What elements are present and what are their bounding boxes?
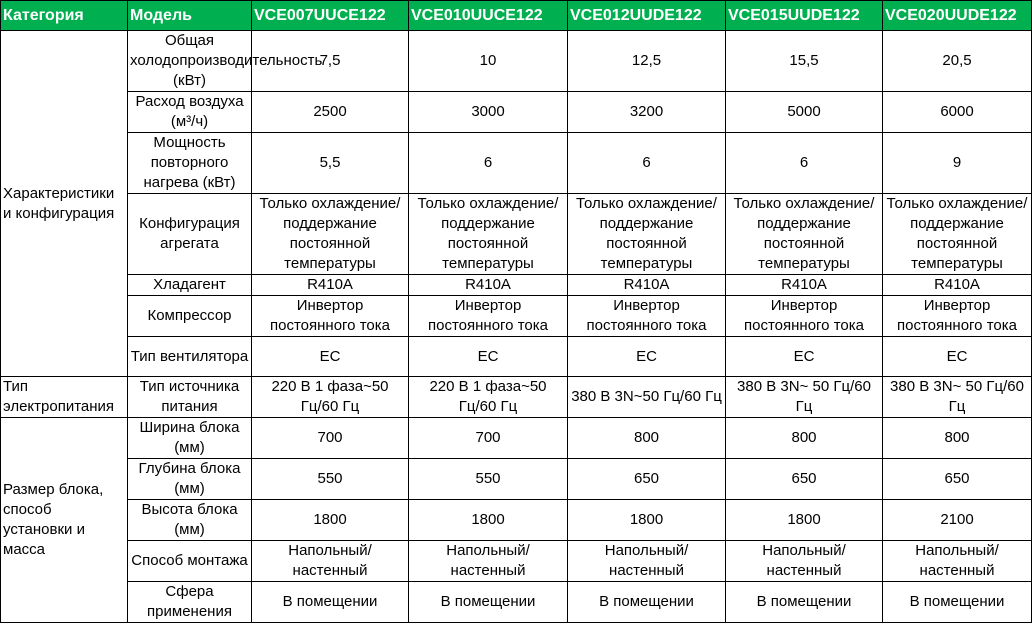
value-cell: 380 В 3N~ 50 Гц/60 Гц — [726, 377, 883, 418]
header-model-2: VCE010UUCE122 — [409, 1, 568, 31]
value-cell: 700 — [252, 418, 409, 459]
value-cell: Напольный/настенный — [726, 541, 883, 582]
value-cell: 1800 — [409, 500, 568, 541]
value-cell: 800 — [883, 418, 1032, 459]
value-cell: 1800 — [252, 500, 409, 541]
value-cell: 800 — [726, 418, 883, 459]
header-model: Модель — [128, 1, 252, 31]
parameter-cell: Ширина блока (мм) — [128, 418, 252, 459]
value-cell: Только охлаждение/поддержание постоянной температуры — [883, 194, 1032, 275]
value-cell: 2100 — [883, 500, 1032, 541]
parameter-cell: Общая холодопроизводительность (кВт) — [128, 31, 252, 92]
parameter-cell: Мощность повторного нагрева (кВт) — [128, 133, 252, 194]
value-cell: 5000 — [726, 92, 883, 133]
value-cell: EC — [726, 337, 883, 377]
value-cell: 15,5 — [726, 31, 883, 92]
table-row — [1, 418, 1032, 459]
value-cell: 550 — [252, 459, 409, 500]
value-cell: R410A — [883, 275, 1032, 296]
value-cell: Инвертор постоянного тока — [726, 296, 883, 337]
value-cell: 6 — [568, 133, 726, 194]
table-row — [1, 31, 1032, 92]
table-row — [1, 92, 1032, 133]
value-cell: 550 — [409, 459, 568, 500]
value-cell: 220 В 1 фаза~50 Гц/60 Гц — [252, 377, 409, 418]
value-cell: 800 — [568, 418, 726, 459]
value-cell: 650 — [883, 459, 1032, 500]
header-model-4: VCE015UUDE122 — [726, 1, 883, 31]
parameter-cell: Сфера применения — [128, 582, 252, 623]
parameter-cell: Глубина блока (мм) — [128, 459, 252, 500]
value-cell: Только охлаждение/поддержание постоянной температуры — [409, 194, 568, 275]
value-cell: 9 — [883, 133, 1032, 194]
value-cell: В помещении — [883, 582, 1032, 623]
table-body — [1, 31, 1032, 623]
table-row — [1, 337, 1032, 377]
table-row — [1, 582, 1032, 623]
value-cell: 380 В 3N~ 50 Гц/60 Гц — [883, 377, 1032, 418]
header-model-5: VCE020UUDE122 — [883, 1, 1032, 31]
value-cell: 3200 — [568, 92, 726, 133]
value-cell: 5,5 — [252, 133, 409, 194]
value-cell: Инвертор постоянного тока — [568, 296, 726, 337]
value-cell: 10 — [409, 31, 568, 92]
value-cell: 6 — [409, 133, 568, 194]
value-cell: 380 В 3N~50 Гц/60 Гц — [568, 377, 726, 418]
category-cell: Характеристики и конфигурация — [1, 31, 128, 377]
value-cell: 650 — [568, 459, 726, 500]
parameter-cell: Тип источника питания — [128, 377, 252, 418]
value-cell: Только охлаждение/поддержание постоянной температуры — [252, 194, 409, 275]
value-cell: EC — [409, 337, 568, 377]
table-row — [1, 296, 1032, 337]
table-row — [1, 194, 1032, 275]
value-cell: 2500 — [252, 92, 409, 133]
value-cell: Напольный/настенный — [252, 541, 409, 582]
category-cell: Размер блока, способ установки и масса — [1, 418, 128, 623]
parameter-cell: Конфигурация агрегата — [128, 194, 252, 275]
parameter-cell: Высота блока (мм) — [128, 500, 252, 541]
category-cell: Тип электропитания — [1, 377, 128, 418]
value-cell: 220 В 1 фаза~50 Гц/60 Гц — [409, 377, 568, 418]
value-cell: 1800 — [568, 500, 726, 541]
table-row — [1, 500, 1032, 541]
table-row — [1, 275, 1032, 296]
value-cell: Инвертор постоянного тока — [252, 296, 409, 337]
table-row — [1, 459, 1032, 500]
value-cell: Напольный/настенный — [568, 541, 726, 582]
value-cell: 6000 — [883, 92, 1032, 133]
table-row — [1, 541, 1032, 582]
value-cell: EC — [252, 337, 409, 377]
value-cell: 1800 — [726, 500, 883, 541]
value-cell: В помещении — [726, 582, 883, 623]
header-model-3: VCE012UUDE122 — [568, 1, 726, 31]
value-cell: В помещении — [409, 582, 568, 623]
value-cell: R410A — [252, 275, 409, 296]
header-category: Категория — [1, 1, 128, 31]
value-cell: EC — [883, 337, 1032, 377]
value-cell: 3000 — [409, 92, 568, 133]
value-cell: В помещении — [252, 582, 409, 623]
value-cell: R410A — [568, 275, 726, 296]
table-header — [1, 1, 1032, 31]
value-cell: EC — [568, 337, 726, 377]
value-cell: Напольный/настенный — [409, 541, 568, 582]
value-cell: Только охлаждение/поддержание постоянной температуры — [568, 194, 726, 275]
value-cell: Инвертор постоянного тока — [409, 296, 568, 337]
parameter-cell: Компрессор — [128, 296, 252, 337]
value-cell: Напольный/настенный — [883, 541, 1032, 582]
value-cell: Инвертор постоянного тока — [883, 296, 1032, 337]
parameter-cell: Способ монтажа — [128, 541, 252, 582]
table-row — [1, 133, 1032, 194]
value-cell: 650 — [726, 459, 883, 500]
value-cell: 12,5 — [568, 31, 726, 92]
parameter-cell: Хладагент — [128, 275, 252, 296]
value-cell: 20,5 — [883, 31, 1032, 92]
value-cell: R410A — [726, 275, 883, 296]
header-row — [1, 1, 1032, 31]
value-cell: Только охлаждение/поддержание постоянной температуры — [726, 194, 883, 275]
parameter-cell: Тип вентилятора — [128, 337, 252, 377]
parameter-cell: Расход воздуха (м³/ч) — [128, 92, 252, 133]
value-cell: В помещении — [568, 582, 726, 623]
value-cell: R410A — [409, 275, 568, 296]
header-model-1: VCE007UUCE122 — [252, 1, 409, 31]
value-cell: 6 — [726, 133, 883, 194]
value-cell: 7,5 — [252, 31, 409, 92]
table-row — [1, 377, 1032, 418]
value-cell: 700 — [409, 418, 568, 459]
